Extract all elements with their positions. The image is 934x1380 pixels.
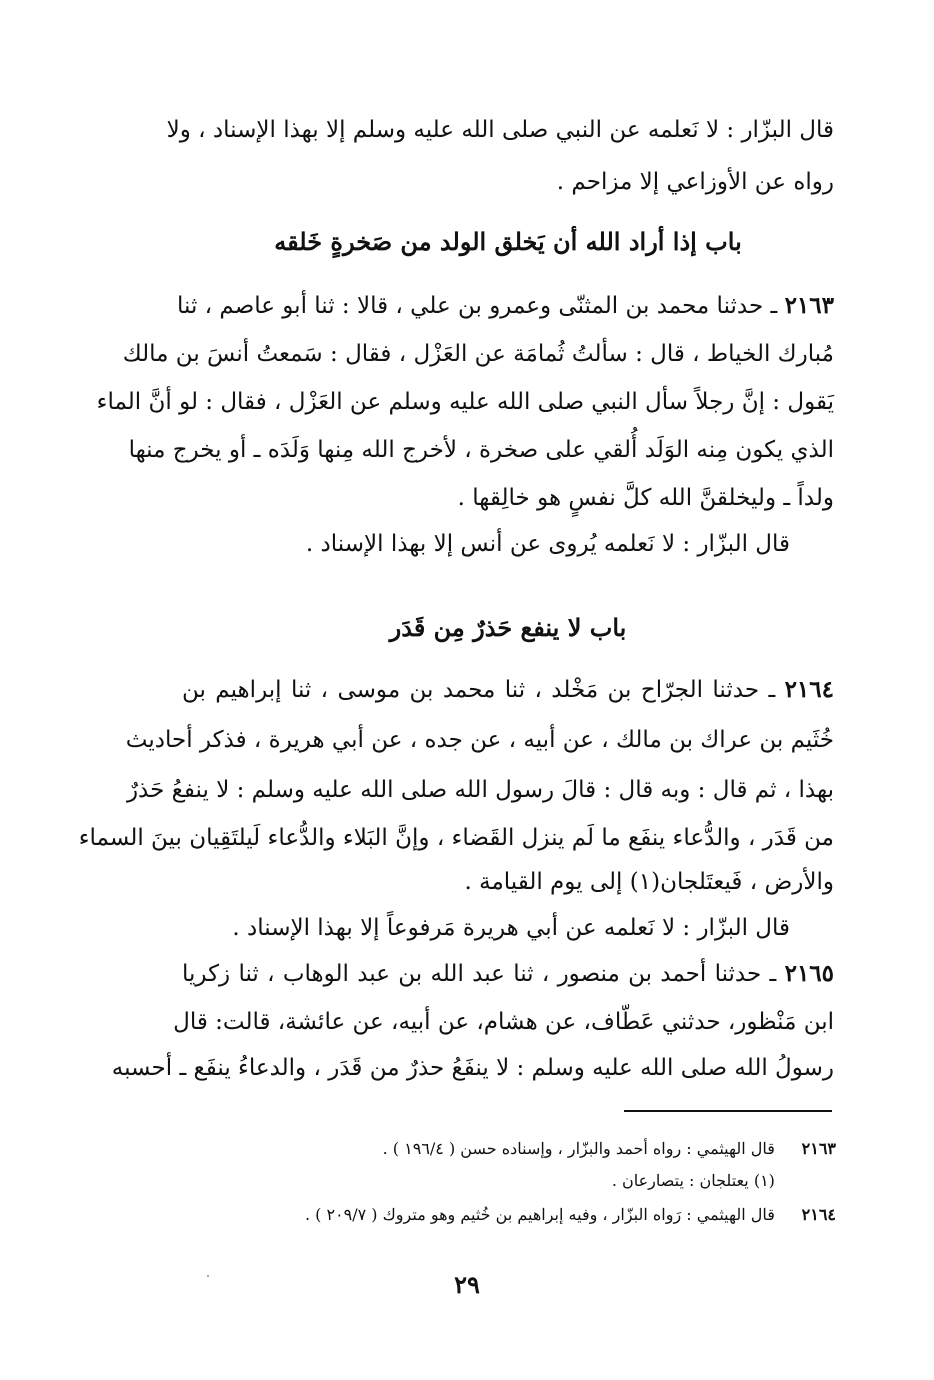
hadith-number: ٢١٦٤	[784, 676, 834, 703]
text-line: يَقول : إنَّ رجلاً سأل النبي صلى الله عليه وسلم عن العَزْل ، فقال : لو أنَّ الماء	[96, 389, 834, 415]
text-line: من قَدَر ، والدُّعاء ينفَع ما لَم ينزل القَضاء ، وإنَّ البَلاء والدُّعاء لَيلتَقِيان بينَ السماء	[78, 825, 834, 851]
text-line: رسولُ الله صلى الله عليه وسلم : لا ينفَعُ حذرٌ من قَدَر ، والدعاءُ ينفَع ـ أحسبه	[111, 1055, 834, 1081]
text-line: الذي يكون مِنه الوَلَد أُلقي على صخرة ، لأخرج الله مِنها وَلَدَه ـ أو يخرج منها	[128, 437, 834, 463]
hadith-number: ٢١٦٥	[784, 960, 835, 987]
text-line: خُثَيم بن عراك بن مالك ، عن أبيه ، عن جده ، عن أبي هريرة ، فذكر أحاديث	[125, 727, 834, 753]
footnote-text: (١) يعتلجان : يتصارعان .	[611, 1171, 775, 1190]
text-line: ابن مَنْظور، حدثني عَطّاف، عن هشام، عن أبيه، عن عائشة، قالت: قال	[173, 1009, 834, 1035]
footnote	[250, 1200, 836, 1230]
hadith-2164-line	[182, 664, 834, 716]
footnote-text: قال الهيثمي : رَواه البزّار ، وفيه إبراهيم بن خُثيم وهو متروك ( ٢٠٩/٧ ) .	[304, 1205, 775, 1224]
scan-speck	[207, 1275, 209, 1277]
hadith-number: ٢١٦٣	[784, 292, 834, 319]
hadith-text: ـ حدثنا الجرّاح بن مَخْلد ، ثنا محمد بن موسى ، ثنا إبراهيم بن	[182, 677, 776, 703]
bazzar-note: قال البزّار : لا نَعلمه عن أبي هريرة مَرفوعاً إلا بهذا الإسناد .	[232, 915, 790, 941]
footnote	[250, 1134, 836, 1164]
page-number: ٢٩	[454, 1270, 480, 1299]
text-line: رواه عن الأوزاعي إلا مزاحم .	[556, 169, 834, 195]
hadith-text: ـ حدثنا محمد بن المثنّى وعمرو بن علي ، قالا : ثنا أبو عاصم ، ثنا	[177, 293, 778, 319]
text-line: ولداً ـ وليخلقنَّ الله كلَّ نفسٍ هو خالِقها .	[457, 485, 834, 511]
text-line: بهذا ، ثم قال : وبه قال : قالَ رسول الله صلى الله عليه وسلم : لا ينفعُ حَذرٌ	[126, 777, 834, 803]
footnote-text: قال الهيثمي : رواه أحمد والبزّار ، وإسناده حسن ( ١٩٦/٤ ) .	[382, 1139, 775, 1158]
chapter-heading: باب إذا أراد الله أن يَخلق الولد من صَخرةٍ خَلقه	[274, 227, 742, 256]
hadith-text: ـ حدثنا أحمد بن منصور ، ثنا عبد الله بن عبد الوهاب ، ثنا زكريا	[182, 961, 777, 987]
footnote-number: ٢١٦٣	[801, 1139, 836, 1158]
footnote	[250, 1166, 836, 1196]
text-line: والأرض ، فَيعتَلجان(١) إلى يوم القيامة .	[464, 869, 834, 895]
hadith-2163-line	[177, 280, 834, 332]
bazzar-note: قال البزّار : لا نَعلمه يُروى عن أنس إلا بهذا الإسناد .	[305, 531, 790, 557]
text-line: مُبارك الخياط ، قال : سألتُ ثُمامَة عن العَزْل ، فقال : سَمعتُ أنسَ بن مالك	[122, 341, 834, 367]
footnote-separator	[624, 1110, 832, 1112]
hadith-2165-line	[182, 948, 834, 1000]
footnote-number: ٢١٦٤	[801, 1205, 836, 1224]
chapter-heading: باب لا ينفع حَذرٌ مِن قَدَر	[389, 613, 627, 642]
text-line: قال البزّار : لا نَعلمه عن النبي صلى الله عليه وسلم إلا بهذا الإسناد ، ولا	[166, 117, 834, 143]
